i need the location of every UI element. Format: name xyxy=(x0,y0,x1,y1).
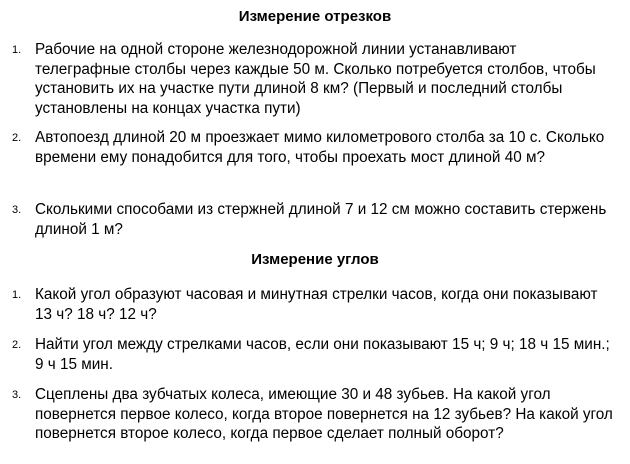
item-number: 1. xyxy=(12,44,22,56)
item-text: Какой угол образуют часовая и минутная стрелки часов, когда они показывают 13 ч? 18 ч? 12 ч? xyxy=(35,286,598,323)
section-title-segments: Измерение отрезков xyxy=(238,8,392,25)
item-text: Рабочие на одной стороне железнодорожной линии устанавливают телеграфные столбы через каждые 50 м. Сколько потребуется столбов, чтобы установить их на участке пути длиной 8 км? (Первый и последний столбы установлены на концах участка пути) xyxy=(35,41,596,117)
item-number: 2. xyxy=(12,132,22,144)
section-title-angles: Измерение углов xyxy=(251,251,379,268)
item-text: Автопоезд длиной 20 м проезжает мимо километрового столба за 10 с. Сколько времени ему понадобится для того, чтобы проехать мост длиной 40 м? xyxy=(35,129,605,166)
item-number: 1. xyxy=(12,289,22,301)
item-number: 3. xyxy=(12,389,22,401)
item-text: Найти угол между стрелками часов, если они показывают 15 ч; 9 ч; 18 ч 15 мин.; 9 ч 15 мин. xyxy=(35,336,610,373)
item-number: 2. xyxy=(12,339,22,351)
item-number: 3. xyxy=(12,204,22,216)
item-text: Сцеплены два зубчатых колеса, имеющие 30 и 48 зубьев. На какой угол повернется первое колесо, когда второе повернется на 12 зубьев? На какой угол повернется второе колесо, когда первое сделает полный оборот? xyxy=(35,386,613,442)
item-text: Сколькими способами из стержней длиной 7 и 12 см можно составить стержень длиной 1 м? xyxy=(35,201,607,238)
